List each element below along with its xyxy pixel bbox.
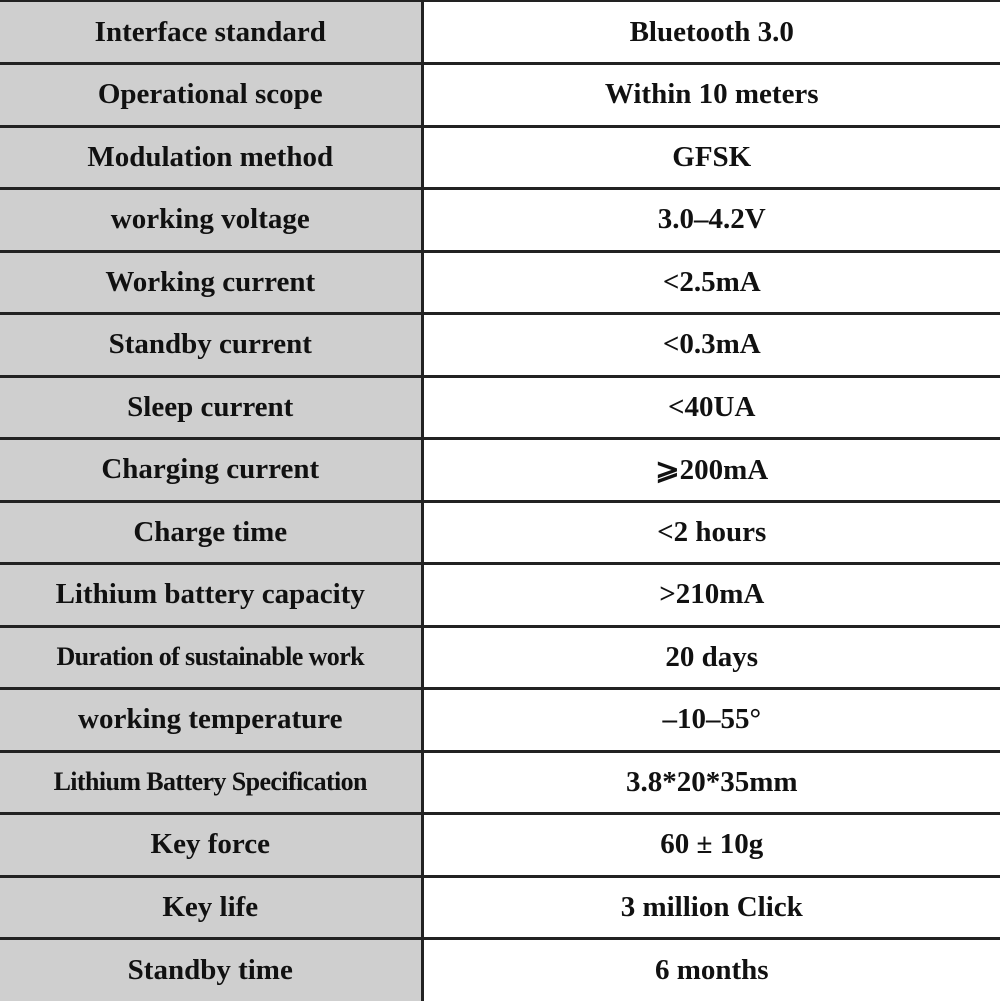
table-row	[0, 564, 1000, 627]
table-row	[0, 189, 1000, 252]
table-row	[0, 939, 1000, 1001]
spec-value: <40UA	[422, 376, 1000, 439]
table-row	[0, 439, 1000, 502]
table-row	[0, 314, 1000, 377]
spec-value: >210mA	[422, 564, 1000, 627]
table-row	[0, 1, 1000, 64]
spec-value: 20 days	[422, 626, 1000, 689]
table-row	[0, 501, 1000, 564]
table-row	[0, 64, 1000, 127]
table-row	[0, 626, 1000, 689]
spec-label: Sleep current	[0, 376, 422, 439]
spec-label: Duration of sustainable work	[0, 626, 422, 689]
spec-value: Bluetooth 3.0	[422, 1, 1000, 64]
spec-label: working voltage	[0, 189, 422, 252]
spec-value: 6 months	[422, 939, 1000, 1001]
table-row	[0, 376, 1000, 439]
table-row	[0, 126, 1000, 189]
spec-value: 3.8*20*35mm	[422, 751, 1000, 814]
spec-label: Working current	[0, 251, 422, 314]
spec-value: ⩾200mA	[422, 439, 1000, 502]
spec-label: Lithium battery capacity	[0, 564, 422, 627]
spec-value: GFSK	[422, 126, 1000, 189]
spec-label: Standby time	[0, 939, 422, 1001]
spec-label: Standby current	[0, 314, 422, 377]
spec-value: –10–55°	[422, 689, 1000, 752]
spec-label: Modulation method	[0, 126, 422, 189]
spec-label: Key life	[0, 876, 422, 939]
spec-label: working temperature	[0, 689, 422, 752]
spec-value: <2.5mA	[422, 251, 1000, 314]
table-row	[0, 751, 1000, 814]
spec-label: Charging current	[0, 439, 422, 502]
spec-value: 60 ± 10g	[422, 814, 1000, 877]
spec-label: Operational scope	[0, 64, 422, 127]
spec-value: <0.3mA	[422, 314, 1000, 377]
spec-value: 3.0–4.2V	[422, 189, 1000, 252]
spec-label: Lithium Battery Specification	[0, 751, 422, 814]
spec-label: Key force	[0, 814, 422, 877]
spec-value: Within 10 meters	[422, 64, 1000, 127]
table-row	[0, 876, 1000, 939]
spec-label: Charge time	[0, 501, 422, 564]
spec-value: 3 million Click	[422, 876, 1000, 939]
table-row	[0, 689, 1000, 752]
spec-label: Interface standard	[0, 1, 422, 64]
table-row	[0, 814, 1000, 877]
spec-value: <2 hours	[422, 501, 1000, 564]
table-row	[0, 251, 1000, 314]
